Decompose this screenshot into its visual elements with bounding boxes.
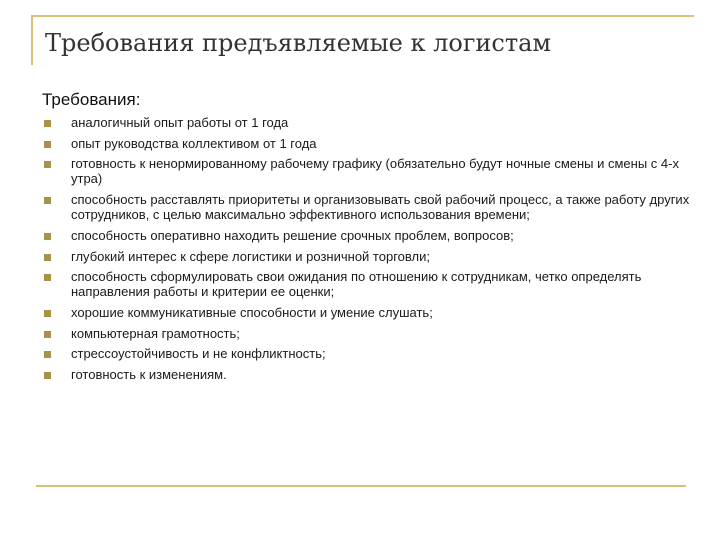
- list-item-text: хорошие коммуникативные способности и умение слушать;: [71, 305, 433, 321]
- list-item: [44, 192, 694, 223]
- title-frame-left-line: [31, 15, 33, 65]
- list-item: [44, 305, 694, 320]
- square-bullet-icon: [44, 254, 51, 261]
- square-bullet-icon: [44, 233, 51, 240]
- list-item-text: готовность к ненормированному рабочему графику (обязательно будут ночные смены и смены с 4-х утра): [71, 156, 679, 187]
- list-item-text: готовность к изменениям.: [71, 366, 227, 382]
- list-item-text: стрессоустойчивость и не конфликтность;: [71, 346, 326, 362]
- requirements-heading: Требования:: [42, 90, 141, 109]
- list-item: [44, 367, 694, 382]
- slide-title: Требования предъявляемые к логистам: [45, 29, 552, 57]
- list-item-text: опыт руководства коллективом от 1 года: [71, 135, 317, 151]
- list-item-text: способность оперативно находить решение срочных проблем, вопросов;: [71, 227, 514, 243]
- list-item-text: способность сформулировать свои ожидания по отношению к сотрудникам, четко определять направления работы и критерии ее оценки;: [71, 269, 642, 300]
- square-bullet-icon: [44, 331, 51, 338]
- square-bullet-icon: [44, 274, 51, 281]
- list-item: [44, 249, 694, 264]
- requirements-list: [44, 115, 694, 387]
- list-item: [44, 326, 694, 341]
- square-bullet-icon: [44, 141, 51, 148]
- list-item-text: компьютерная грамотность;: [71, 325, 240, 341]
- list-item: [44, 228, 694, 243]
- list-item-text: глубокий интерес к сфере логистики и розничной торговли;: [71, 248, 430, 264]
- list-item: [44, 136, 694, 151]
- list-item: [44, 346, 694, 361]
- list-item: [44, 269, 694, 300]
- list-item-text: способность расставлять приоритеты и организовывать свой рабочий процесс, а также работу других сотрудников, с целью максимально эффективного использования времени;: [71, 192, 690, 223]
- square-bullet-icon: [44, 372, 51, 379]
- square-bullet-icon: [44, 120, 51, 127]
- square-bullet-icon: [44, 161, 51, 168]
- square-bullet-icon: [44, 310, 51, 317]
- square-bullet-icon: [44, 197, 51, 204]
- list-item: [44, 115, 694, 130]
- square-bullet-icon: [44, 351, 51, 358]
- bottom-divider-line: [36, 485, 686, 487]
- list-item-text: аналогичный опыт работы от 1 года: [71, 115, 289, 130]
- list-item: [44, 156, 694, 187]
- title-frame-top-line: [31, 15, 694, 17]
